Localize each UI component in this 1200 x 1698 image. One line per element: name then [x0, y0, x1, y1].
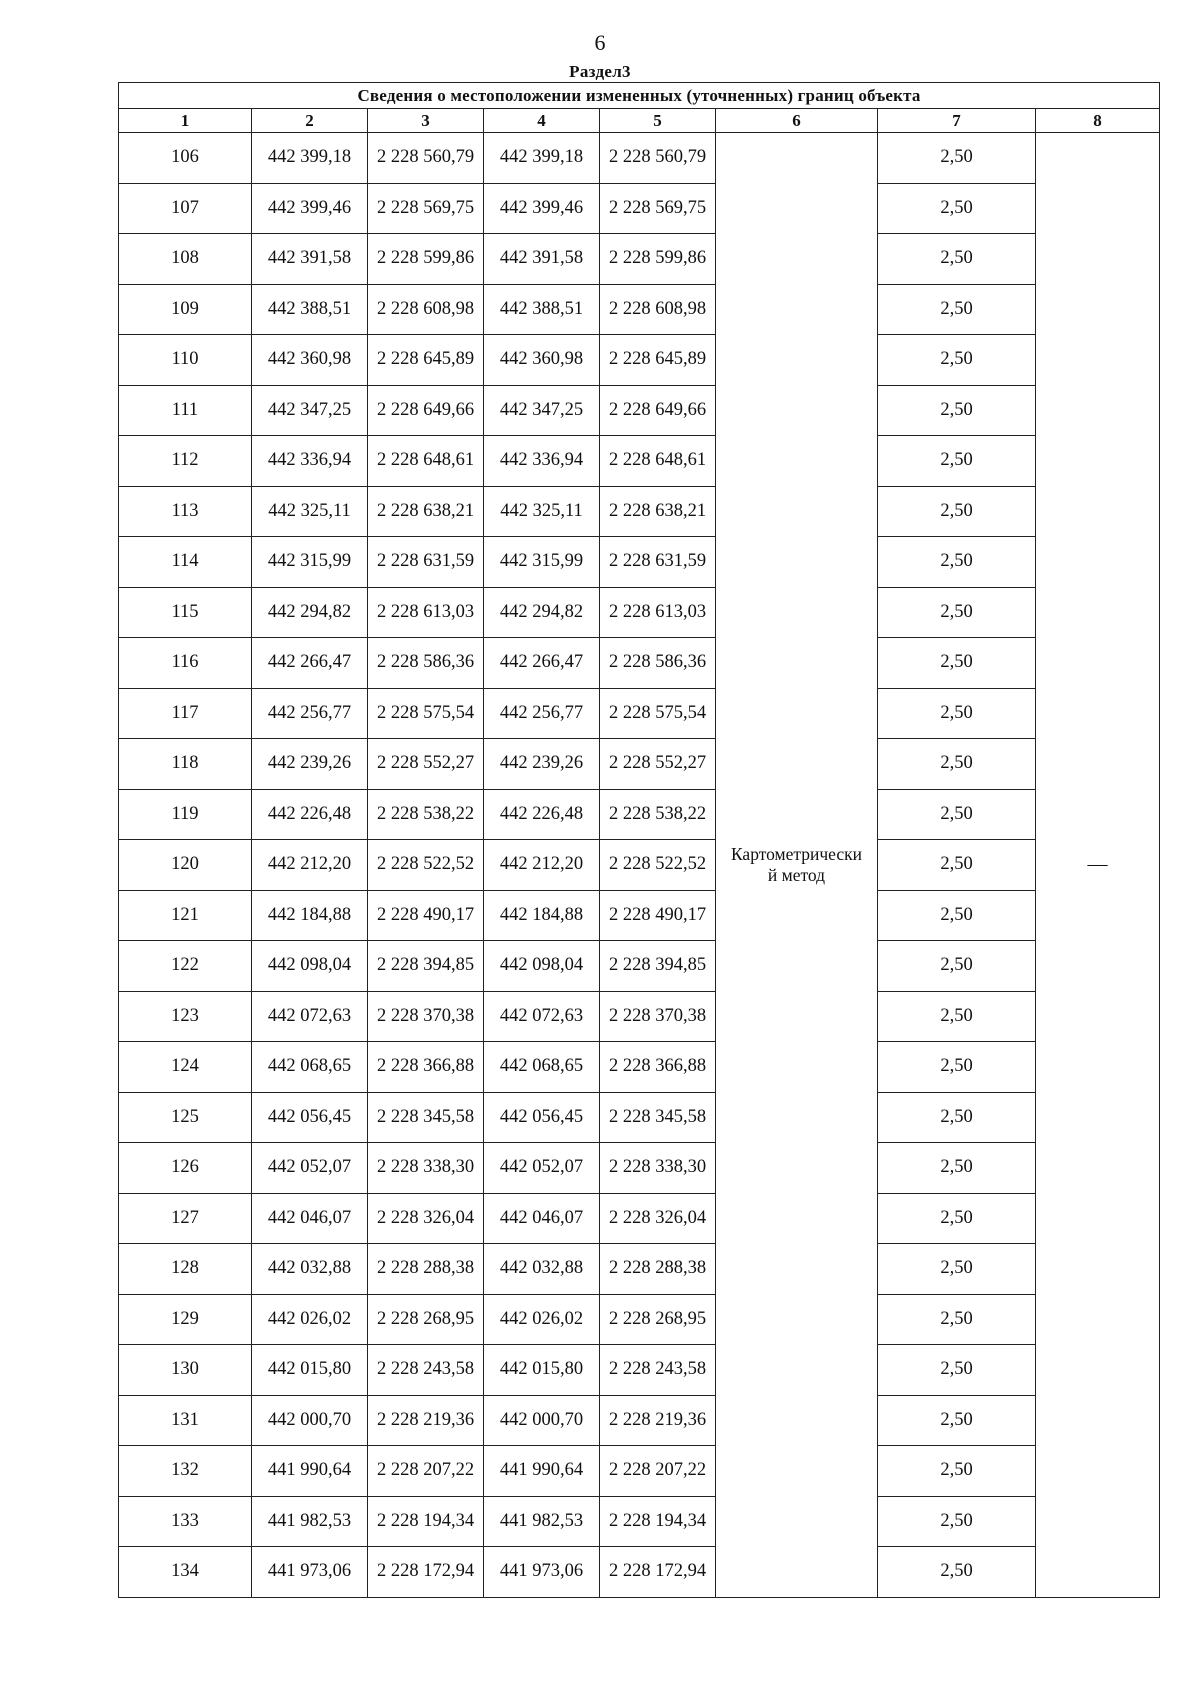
existing-y-cell: 2 228 345,58 [368, 1092, 484, 1143]
table-row [119, 1092, 1160, 1143]
accuracy-cell: 2,50 [878, 1294, 1036, 1345]
new-x-cell: 442 072,63 [484, 991, 600, 1042]
accuracy-cell: 2,50 [878, 1244, 1036, 1295]
new-x-cell: 442 360,98 [484, 335, 600, 386]
new-y-cell: 2 228 599,86 [600, 234, 716, 285]
new-y-cell: 2 228 613,03 [600, 587, 716, 638]
table-row [119, 789, 1160, 840]
accuracy-cell: 2,50 [878, 537, 1036, 588]
existing-y-cell: 2 228 490,17 [368, 890, 484, 941]
point-number-cell: 124 [119, 1042, 252, 1093]
table-row [119, 587, 1160, 638]
existing-x-cell: 441 973,06 [252, 1547, 368, 1598]
point-number-cell: 113 [119, 486, 252, 537]
new-x-cell: 442 052,07 [484, 1143, 600, 1194]
existing-x-cell: 442 184,88 [252, 890, 368, 941]
new-y-cell: 2 228 560,79 [600, 133, 716, 184]
section-title: Раздел3 [569, 62, 631, 81]
new-x-cell: 441 990,64 [484, 1446, 600, 1497]
existing-y-cell: 2 228 243,58 [368, 1345, 484, 1396]
new-x-cell: 442 399,18 [484, 133, 600, 184]
point-number-cell: 121 [119, 890, 252, 941]
existing-y-cell: 2 228 522,52 [368, 840, 484, 891]
existing-x-cell: 442 315,99 [252, 537, 368, 588]
new-y-cell: 2 228 268,95 [600, 1294, 716, 1345]
point-number-cell: 119 [119, 789, 252, 840]
existing-y-cell: 2 228 649,66 [368, 385, 484, 436]
existing-x-cell: 442 388,51 [252, 284, 368, 335]
table-row [119, 537, 1160, 588]
boundary-table [118, 82, 1160, 1598]
existing-y-cell: 2 228 172,94 [368, 1547, 484, 1598]
column-number: 6 [716, 109, 878, 133]
new-x-cell: 442 294,82 [484, 587, 600, 638]
point-number-cell: 129 [119, 1294, 252, 1345]
new-y-cell: 2 228 649,66 [600, 385, 716, 436]
accuracy-cell: 2,50 [878, 789, 1036, 840]
table-row [119, 991, 1160, 1042]
new-x-cell: 442 068,65 [484, 1042, 600, 1093]
point-number-cell: 130 [119, 1345, 252, 1396]
point-number-cell: 127 [119, 1193, 252, 1244]
table-row [119, 1143, 1160, 1194]
accuracy-cell: 2,50 [878, 1042, 1036, 1093]
existing-x-cell: 442 266,47 [252, 638, 368, 689]
new-y-cell: 2 228 243,58 [600, 1345, 716, 1396]
point-number-cell: 107 [119, 183, 252, 234]
new-y-cell: 2 228 552,27 [600, 739, 716, 790]
existing-y-cell: 2 228 370,38 [368, 991, 484, 1042]
new-y-cell: 2 228 345,58 [600, 1092, 716, 1143]
accuracy-cell: 2,50 [878, 1193, 1036, 1244]
new-y-cell: 2 228 608,98 [600, 284, 716, 335]
table-row [119, 1496, 1160, 1547]
point-number-cell: 106 [119, 133, 252, 184]
new-x-cell: 442 212,20 [484, 840, 600, 891]
accuracy-cell: 2,50 [878, 1446, 1036, 1497]
table-row [119, 941, 1160, 992]
table-row [119, 1294, 1160, 1345]
table-row [119, 385, 1160, 436]
new-y-cell: 2 228 586,36 [600, 638, 716, 689]
table-row [119, 739, 1160, 790]
existing-y-cell: 2 228 268,95 [368, 1294, 484, 1345]
existing-x-cell: 442 336,94 [252, 436, 368, 487]
point-number-cell: 116 [119, 638, 252, 689]
existing-x-cell: 442 239,26 [252, 739, 368, 790]
new-y-cell: 2 228 631,59 [600, 537, 716, 588]
existing-y-cell: 2 228 613,03 [368, 587, 484, 638]
new-x-cell: 442 046,07 [484, 1193, 600, 1244]
new-x-cell: 442 226,48 [484, 789, 600, 840]
new-y-cell: 2 228 575,54 [600, 688, 716, 739]
new-x-cell: 442 184,88 [484, 890, 600, 941]
table-row [119, 183, 1160, 234]
existing-y-cell: 2 228 366,88 [368, 1042, 484, 1093]
accuracy-cell: 2,50 [878, 1496, 1036, 1547]
existing-y-cell: 2 228 569,75 [368, 183, 484, 234]
table-row [119, 890, 1160, 941]
column-number: 3 [368, 109, 484, 133]
point-number-cell: 126 [119, 1143, 252, 1194]
existing-x-cell: 442 294,82 [252, 587, 368, 638]
table-row [119, 1042, 1160, 1093]
table-row [119, 840, 1160, 891]
new-y-cell: 2 228 648,61 [600, 436, 716, 487]
existing-x-cell: 442 399,46 [252, 183, 368, 234]
accuracy-cell: 2,50 [878, 941, 1036, 992]
new-y-cell: 2 228 194,34 [600, 1496, 716, 1547]
new-y-cell: 2 228 370,38 [600, 991, 716, 1042]
accuracy-cell: 2,50 [878, 688, 1036, 739]
existing-x-cell: 442 052,07 [252, 1143, 368, 1194]
existing-y-cell: 2 228 207,22 [368, 1446, 484, 1497]
new-y-cell: 2 228 338,30 [600, 1143, 716, 1194]
existing-y-cell: 2 228 645,89 [368, 335, 484, 386]
table-row [119, 1395, 1160, 1446]
new-x-cell: 442 388,51 [484, 284, 600, 335]
point-number-cell: 128 [119, 1244, 252, 1295]
existing-x-cell: 442 325,11 [252, 486, 368, 537]
point-number-cell: 109 [119, 284, 252, 335]
accuracy-cell: 2,50 [878, 335, 1036, 386]
note-cell: — [1036, 133, 1160, 1598]
new-y-cell: 2 228 522,52 [600, 840, 716, 891]
new-x-cell: 442 266,47 [484, 638, 600, 689]
existing-y-cell: 2 228 538,22 [368, 789, 484, 840]
accuracy-cell: 2,50 [878, 385, 1036, 436]
point-number-cell: 131 [119, 1395, 252, 1446]
accuracy-cell: 2,50 [878, 1143, 1036, 1194]
table-caption: Сведения о местоположении измененных (уточненных) границ объекта [119, 83, 1160, 109]
new-x-cell: 442 056,45 [484, 1092, 600, 1143]
existing-x-cell: 442 347,25 [252, 385, 368, 436]
table-row [119, 284, 1160, 335]
accuracy-cell: 2,50 [878, 890, 1036, 941]
new-y-cell: 2 228 645,89 [600, 335, 716, 386]
accuracy-cell: 2,50 [878, 284, 1036, 335]
new-y-cell: 2 228 366,88 [600, 1042, 716, 1093]
new-x-cell: 442 000,70 [484, 1395, 600, 1446]
accuracy-cell: 2,50 [878, 739, 1036, 790]
page-number: 6 [594, 30, 606, 55]
existing-x-cell: 442 000,70 [252, 1395, 368, 1446]
existing-y-cell: 2 228 338,30 [368, 1143, 484, 1194]
existing-x-cell: 441 990,64 [252, 1446, 368, 1497]
column-number: 1 [119, 109, 252, 133]
existing-y-cell: 2 228 326,04 [368, 1193, 484, 1244]
existing-y-cell: 2 228 638,21 [368, 486, 484, 537]
new-y-cell: 2 228 172,94 [600, 1547, 716, 1598]
new-y-cell: 2 228 219,36 [600, 1395, 716, 1446]
new-x-cell: 442 032,88 [484, 1244, 600, 1295]
table-row [119, 1446, 1160, 1497]
existing-y-cell: 2 228 648,61 [368, 436, 484, 487]
existing-x-cell: 442 391,58 [252, 234, 368, 285]
accuracy-cell: 2,50 [878, 638, 1036, 689]
point-number-cell: 125 [119, 1092, 252, 1143]
existing-x-cell: 442 015,80 [252, 1345, 368, 1396]
new-x-cell: 442 391,58 [484, 234, 600, 285]
existing-y-cell: 2 228 608,98 [368, 284, 484, 335]
table-row [119, 486, 1160, 537]
new-x-cell: 442 015,80 [484, 1345, 600, 1396]
accuracy-cell: 2,50 [878, 840, 1036, 891]
new-x-cell: 442 098,04 [484, 941, 600, 992]
point-number-cell: 132 [119, 1446, 252, 1497]
table-row [119, 1244, 1160, 1295]
point-number-cell: 114 [119, 537, 252, 588]
table-row [119, 234, 1160, 285]
new-x-cell: 442 256,77 [484, 688, 600, 739]
new-y-cell: 2 228 538,22 [600, 789, 716, 840]
point-number-cell: 134 [119, 1547, 252, 1598]
table-body [119, 133, 1160, 1598]
existing-x-cell: 442 256,77 [252, 688, 368, 739]
new-y-cell: 2 228 207,22 [600, 1446, 716, 1497]
accuracy-cell: 2,50 [878, 1345, 1036, 1396]
existing-x-cell: 442 068,65 [252, 1042, 368, 1093]
accuracy-cell: 2,50 [878, 991, 1036, 1042]
point-number-cell: 123 [119, 991, 252, 1042]
accuracy-cell: 2,50 [878, 1547, 1036, 1598]
accuracy-cell: 2,50 [878, 133, 1036, 184]
existing-x-cell: 442 098,04 [252, 941, 368, 992]
existing-y-cell: 2 228 560,79 [368, 133, 484, 184]
accuracy-cell: 2,50 [878, 486, 1036, 537]
method-text-line: й метод [767, 864, 826, 885]
method-text-line: Картометрически [730, 843, 863, 864]
table-row [119, 133, 1160, 184]
existing-y-cell: 2 228 552,27 [368, 739, 484, 790]
existing-x-cell: 442 072,63 [252, 991, 368, 1042]
new-y-cell: 2 228 288,38 [600, 1244, 716, 1295]
new-y-cell: 2 228 394,85 [600, 941, 716, 992]
table-row [119, 1193, 1160, 1244]
existing-y-cell: 2 228 631,59 [368, 537, 484, 588]
table-row [119, 335, 1160, 386]
point-number-cell: 122 [119, 941, 252, 992]
existing-x-cell: 442 360,98 [252, 335, 368, 386]
existing-x-cell: 442 032,88 [252, 1244, 368, 1295]
new-y-cell: 2 228 490,17 [600, 890, 716, 941]
point-number-cell: 133 [119, 1496, 252, 1547]
accuracy-cell: 2,50 [878, 1092, 1036, 1143]
point-number-cell: 112 [119, 436, 252, 487]
new-x-cell: 442 239,26 [484, 739, 600, 790]
point-number-cell: 108 [119, 234, 252, 285]
new-x-cell: 441 982,53 [484, 1496, 600, 1547]
new-x-cell: 442 399,46 [484, 183, 600, 234]
new-x-cell: 442 347,25 [484, 385, 600, 436]
existing-y-cell: 2 228 219,36 [368, 1395, 484, 1446]
new-y-cell: 2 228 326,04 [600, 1193, 716, 1244]
existing-y-cell: 2 228 194,34 [368, 1496, 484, 1547]
accuracy-cell: 2,50 [878, 1395, 1036, 1446]
existing-x-cell: 442 226,48 [252, 789, 368, 840]
accuracy-cell: 2,50 [878, 587, 1036, 638]
existing-x-cell: 442 212,20 [252, 840, 368, 891]
point-number-cell: 117 [119, 688, 252, 739]
point-number-cell: 118 [119, 739, 252, 790]
table-row [119, 436, 1160, 487]
new-x-cell: 442 315,99 [484, 537, 600, 588]
table-row [119, 688, 1160, 739]
point-number-cell: 120 [119, 840, 252, 891]
column-number-row [119, 109, 1160, 133]
point-number-cell: 110 [119, 335, 252, 386]
table-row [119, 638, 1160, 689]
existing-y-cell: 2 228 575,54 [368, 688, 484, 739]
accuracy-cell: 2,50 [878, 436, 1036, 487]
point-number-cell: 115 [119, 587, 252, 638]
existing-y-cell: 2 228 288,38 [368, 1244, 484, 1295]
column-number: 5 [600, 109, 716, 133]
existing-x-cell: 442 026,02 [252, 1294, 368, 1345]
new-x-cell: 442 336,94 [484, 436, 600, 487]
new-y-cell: 2 228 569,75 [600, 183, 716, 234]
accuracy-cell: 2,50 [878, 234, 1036, 285]
column-number: 2 [252, 109, 368, 133]
accuracy-cell: 2,50 [878, 183, 1036, 234]
method-cell [716, 133, 878, 1598]
existing-y-cell: 2 228 599,86 [368, 234, 484, 285]
table-row [119, 1345, 1160, 1396]
table-row [119, 1547, 1160, 1598]
new-x-cell: 442 325,11 [484, 486, 600, 537]
column-number: 8 [1036, 109, 1160, 133]
new-x-cell: 442 026,02 [484, 1294, 600, 1345]
existing-y-cell: 2 228 394,85 [368, 941, 484, 992]
column-number: 4 [484, 109, 600, 133]
existing-x-cell: 442 056,45 [252, 1092, 368, 1143]
existing-y-cell: 2 228 586,36 [368, 638, 484, 689]
existing-x-cell: 442 399,18 [252, 133, 368, 184]
existing-x-cell: 441 982,53 [252, 1496, 368, 1547]
new-y-cell: 2 228 638,21 [600, 486, 716, 537]
point-number-cell: 111 [119, 385, 252, 436]
existing-x-cell: 442 046,07 [252, 1193, 368, 1244]
new-x-cell: 441 973,06 [484, 1547, 600, 1598]
column-number: 7 [878, 109, 1036, 133]
